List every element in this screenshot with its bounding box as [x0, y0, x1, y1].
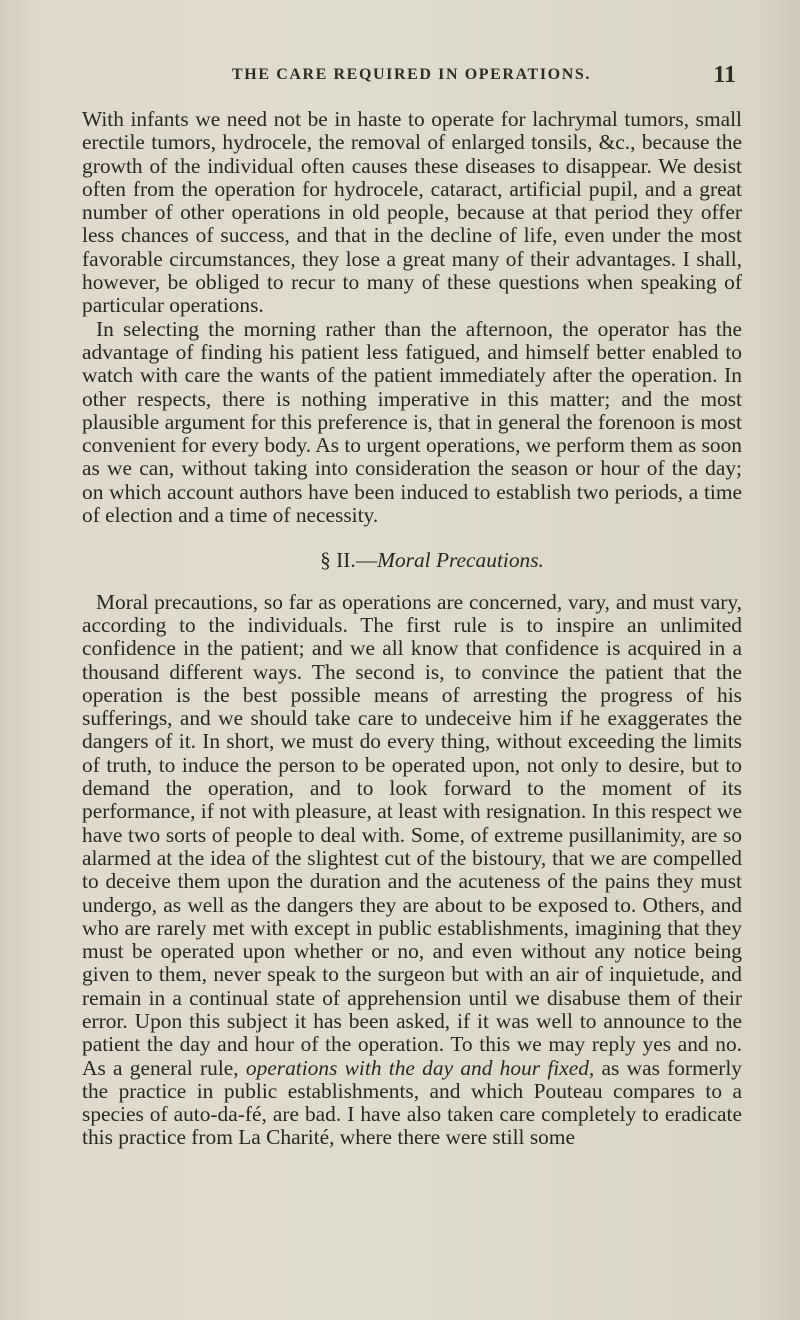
paragraph-morning: In selecting the morning rather than the afternoon, the operator has the advantage of finding his patient less fatigued, and himself better enabled to watch with care the wants of the patient immediately after the operation. In other respects, there is nothing imperative in this matter; and the most plausible argument for this preference is, that in general the forenoon is most convenient for every body. As to urgent operations, we perform them as soon as we can, without taking into consideration the season or hour of the day; on which account authors have been induced to establish two periods, a time of election and a time of necessity.: [82, 316, 742, 528]
paragraph-text-part-2: as was formerly the practice in public establishments, and which Pouteau compares to a species of auto-da-fé, are bad. I have also taken care completely to eradicate this practice from La Charité, where there were still some: [82, 1055, 743, 1150]
running-title: THE CARE REQUIRED IN OPERATIONS.: [232, 66, 591, 83]
paragraph-text-part-1: Moral precautions, so far as operations are concerned, vary, and must vary, according to the individuals. The first rule is to inspire an unlimited confidence in the patient; and we all know that confidence is acquired in a thousand different ways. The second is, to convince the patient that the operation is the best possible means of arresting the progress of his sufferings, and we should take care to undeceive him if he exaggerates the dangers of it. In short, we must do every thing, without exceeding the limits of truth, to induce the person to be operated upon, not only to desire, but to demand the operation, and to look forward to the moment of its performance, if not with pleasure, at least with resignation. In this respect we have two sorts of people to deal with. Some, of extreme pusillanimity, are so alarmed at the idea of the slightest cut of the bistoury, that we are compelled to deceive them upon the duration and the acuteness of the pains they must undergo, as well as the dangers they are about to be exposed to. Others, and who are rarely met with except in public establishments, imagining that they must be operated upon whether or no, and even without any notice being given to them, never speak to the surgeon but with an air of inquietude, and remain in a continual state of apprehension until we disabuse them of their error. Upon this subject it has been asked, if it was well to announce to the patient the day and hour of the operation. To this we may reply yes and no. As a general rule,: [82, 589, 742, 1080]
running-head: [82, 62, 742, 92]
paragraph-moral-precautions: [82, 591, 742, 1150]
section-number: § II.—: [320, 548, 378, 573]
paragraph-infants: With infants we need not be in haste to operate for lachrymal tumors, small erectile tumors, hydrocele, the removal of enlarged tonsils, &c., because the growth of the individual often causes these diseases to disappear. We desist often from the operation for hydrocele, cataract, artificial pupil, and a great number of other operations in old people, because at that period they offer less chances of success, and that in the decline of life, even under the most favorable circumstances, they lose a great many of their advantages. I shall, however, be obliged to recur to many of these questions when speaking of particular operations.: [82, 107, 742, 318]
paragraph-italic-phrase: operations with the day and hour fixed,: [245, 1055, 595, 1080]
page-number: 11: [713, 62, 736, 88]
section-title: Moral Precautions.: [377, 548, 544, 573]
section-heading: [82, 549, 742, 572]
body-text: [82, 108, 742, 1150]
